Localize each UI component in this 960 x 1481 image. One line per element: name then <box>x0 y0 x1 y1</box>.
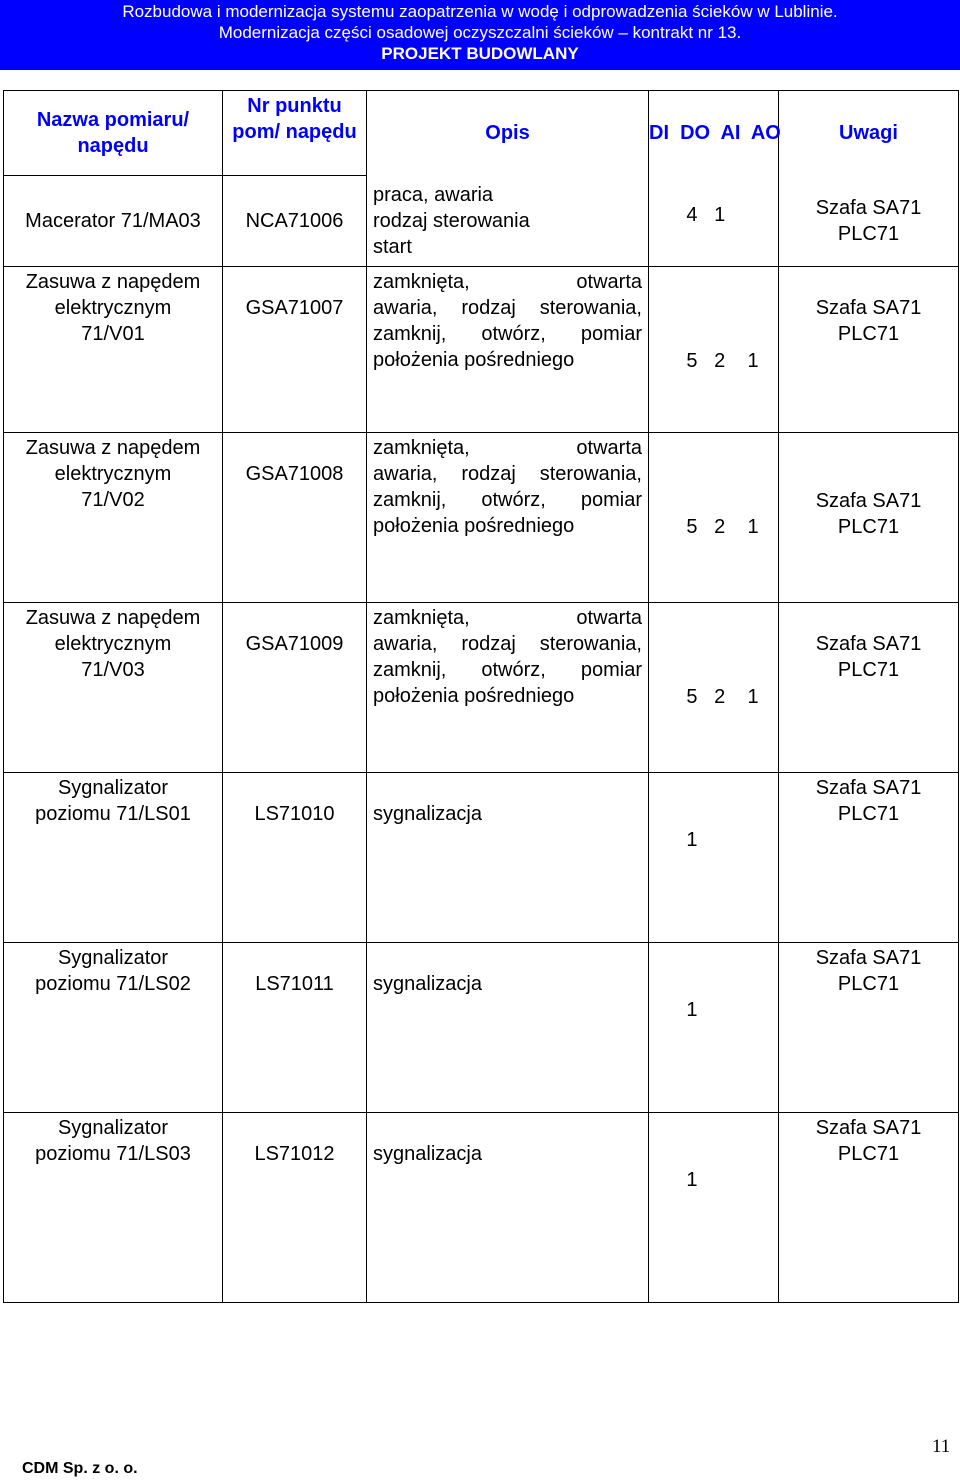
desc-line: położenia pośredniego <box>373 514 575 537</box>
name-line: Sygnalizator <box>57 1116 169 1139</box>
desc-line: sygnalizacja <box>373 802 482 825</box>
row-io-counts <box>649 176 779 267</box>
uwagi-cabinet: Szafa SA71 <box>815 776 922 799</box>
row-uwagi <box>779 942 959 1112</box>
io-counts-text: 1 <box>686 828 698 851</box>
uwagi-plc: PLC71 <box>837 972 900 995</box>
row-name <box>4 772 223 942</box>
desc-line: awaria, rodzaj sterowania, <box>373 296 642 319</box>
row-io-counts <box>649 266 779 432</box>
row-name <box>4 602 223 772</box>
name-line: poziomu 71/LS01 <box>35 802 191 825</box>
row-io-counts <box>649 942 779 1112</box>
io-counts-text: 1 <box>686 998 698 1021</box>
uwagi-cabinet: Szafa SA71 <box>815 489 922 512</box>
row-uwagi <box>779 602 959 772</box>
uwagi-cabinet: Szafa SA71 <box>815 1116 922 1139</box>
name-line: elektrycznym <box>54 632 172 655</box>
row-uwagi <box>779 772 959 942</box>
desc-line: zamknięta, otwarta <box>373 270 642 293</box>
uwagi-plc: PLC71 <box>837 515 900 538</box>
page-number: 11 <box>932 1436 951 1457</box>
uwagi-cabinet: Szafa SA71 <box>815 632 922 655</box>
io-counts-text: 5 2 1 <box>686 515 759 538</box>
header-project-title: Rozbudowa i modernizacja systemu zaopatrzenia w wodę i odprowadzenia ścieków w Lublinie. <box>122 2 838 21</box>
name-line: 71/V03 <box>81 658 145 681</box>
name-line: poziomu 71/LS02 <box>35 972 191 995</box>
row-desc <box>367 1112 649 1302</box>
row-uwagi <box>779 176 959 267</box>
row-uwagi <box>779 432 959 602</box>
table-row <box>4 176 959 267</box>
row-uwagi <box>779 266 959 432</box>
row-io-counts <box>649 602 779 772</box>
col-header-dido: DI DO AI AO <box>649 91 779 176</box>
desc-line: start <box>373 235 412 258</box>
row-name <box>4 942 223 1112</box>
table-row <box>4 432 959 602</box>
row-io-counts <box>649 432 779 602</box>
desc-line: zamknij, otwórz, pomiar <box>373 488 642 511</box>
uwagi-cabinet: Szafa SA71 <box>815 196 922 219</box>
io-table <box>3 90 959 1303</box>
desc-line: zamknij, otwórz, pomiar <box>373 322 642 345</box>
row-point: NCA71006 <box>223 176 367 267</box>
name-line: Sygnalizator <box>57 776 169 799</box>
desc-line: rodzaj sterowania <box>373 209 530 232</box>
io-counts-text: 5 2 1 <box>686 685 759 708</box>
row-name: Macerator 71/MA03 <box>4 176 223 267</box>
header-contract: Modernizacja części osadowej oczyszczalni ścieków – kontrakt nr 13. <box>218 23 742 42</box>
table-header-row <box>4 91 959 176</box>
desc-line: praca, awaria <box>373 183 494 206</box>
row-point: GSA71008 <box>223 432 367 602</box>
row-io-counts <box>649 1112 779 1302</box>
uwagi-plc: PLC71 <box>837 322 900 345</box>
table-row <box>4 942 959 1112</box>
col-header-name: Nazwa pomiaru/ napędu <box>4 91 223 176</box>
table-row <box>4 772 959 942</box>
uwagi-cabinet: Szafa SA71 <box>815 946 922 969</box>
name-line: elektrycznym <box>54 462 172 485</box>
uwagi-plc: PLC71 <box>837 802 900 825</box>
uwagi-plc: PLC71 <box>837 222 900 245</box>
io-counts-text: 4 1 <box>686 203 726 226</box>
row-desc <box>367 602 649 772</box>
row-desc <box>367 942 649 1112</box>
desc-line: awaria, rodzaj sterowania, <box>373 632 642 655</box>
col-header-uwagi: Uwagi <box>779 91 959 176</box>
desc-line: położenia pośredniego <box>373 348 575 371</box>
desc-line: sygnalizacja <box>373 972 482 995</box>
uwagi-cabinet: Szafa SA71 <box>815 296 922 319</box>
desc-line: zamknięta, otwarta <box>373 606 642 629</box>
name-line: Zasuwa z napędem <box>25 436 201 459</box>
table-row <box>4 1112 959 1302</box>
row-desc <box>367 432 649 602</box>
row-name <box>4 266 223 432</box>
desc-line: położenia pośredniego <box>373 684 575 707</box>
row-desc <box>367 266 649 432</box>
table-row <box>4 602 959 772</box>
desc-line: awaria, rodzaj sterowania, <box>373 462 642 485</box>
row-point: GSA71007 <box>223 266 367 432</box>
table-row <box>4 266 959 432</box>
uwagi-plc: PLC71 <box>837 658 900 681</box>
name-line: Sygnalizator <box>57 946 169 969</box>
row-point: GSA71009 <box>223 602 367 772</box>
header-project-type: PROJEKT BUDOWLANY <box>381 44 579 63</box>
row-io-counts <box>649 772 779 942</box>
desc-line: sygnalizacja <box>373 1142 482 1165</box>
row-point: LS71011 <box>223 942 367 1112</box>
desc-line: zamknij, otwórz, pomiar <box>373 658 642 681</box>
row-desc <box>367 176 649 267</box>
footer-company: CDM Sp. z o. o. <box>22 1460 138 1477</box>
name-line: elektrycznym <box>54 296 172 319</box>
col-header-desc: Opis <box>367 91 649 176</box>
row-point: LS71010 <box>223 772 367 942</box>
col-header-point: Nr punktu pom/ napędu <box>223 91 367 176</box>
name-line: 71/V01 <box>81 322 145 345</box>
desc-line: zamknięta, otwarta <box>373 436 642 459</box>
name-line: Zasuwa z napędem <box>25 606 201 629</box>
row-point: LS71012 <box>223 1112 367 1302</box>
name-line: 71/V02 <box>81 488 145 511</box>
row-name <box>4 432 223 602</box>
io-counts-text: 1 <box>686 1168 698 1191</box>
uwagi-plc: PLC71 <box>837 1142 900 1165</box>
document-header <box>0 0 960 70</box>
name-line: poziomu 71/LS03 <box>35 1142 191 1165</box>
row-name <box>4 1112 223 1302</box>
row-uwagi <box>779 1112 959 1302</box>
name-line: Zasuwa z napędem <box>25 270 201 293</box>
io-counts-text: 5 2 1 <box>686 349 759 372</box>
row-desc <box>367 772 649 942</box>
